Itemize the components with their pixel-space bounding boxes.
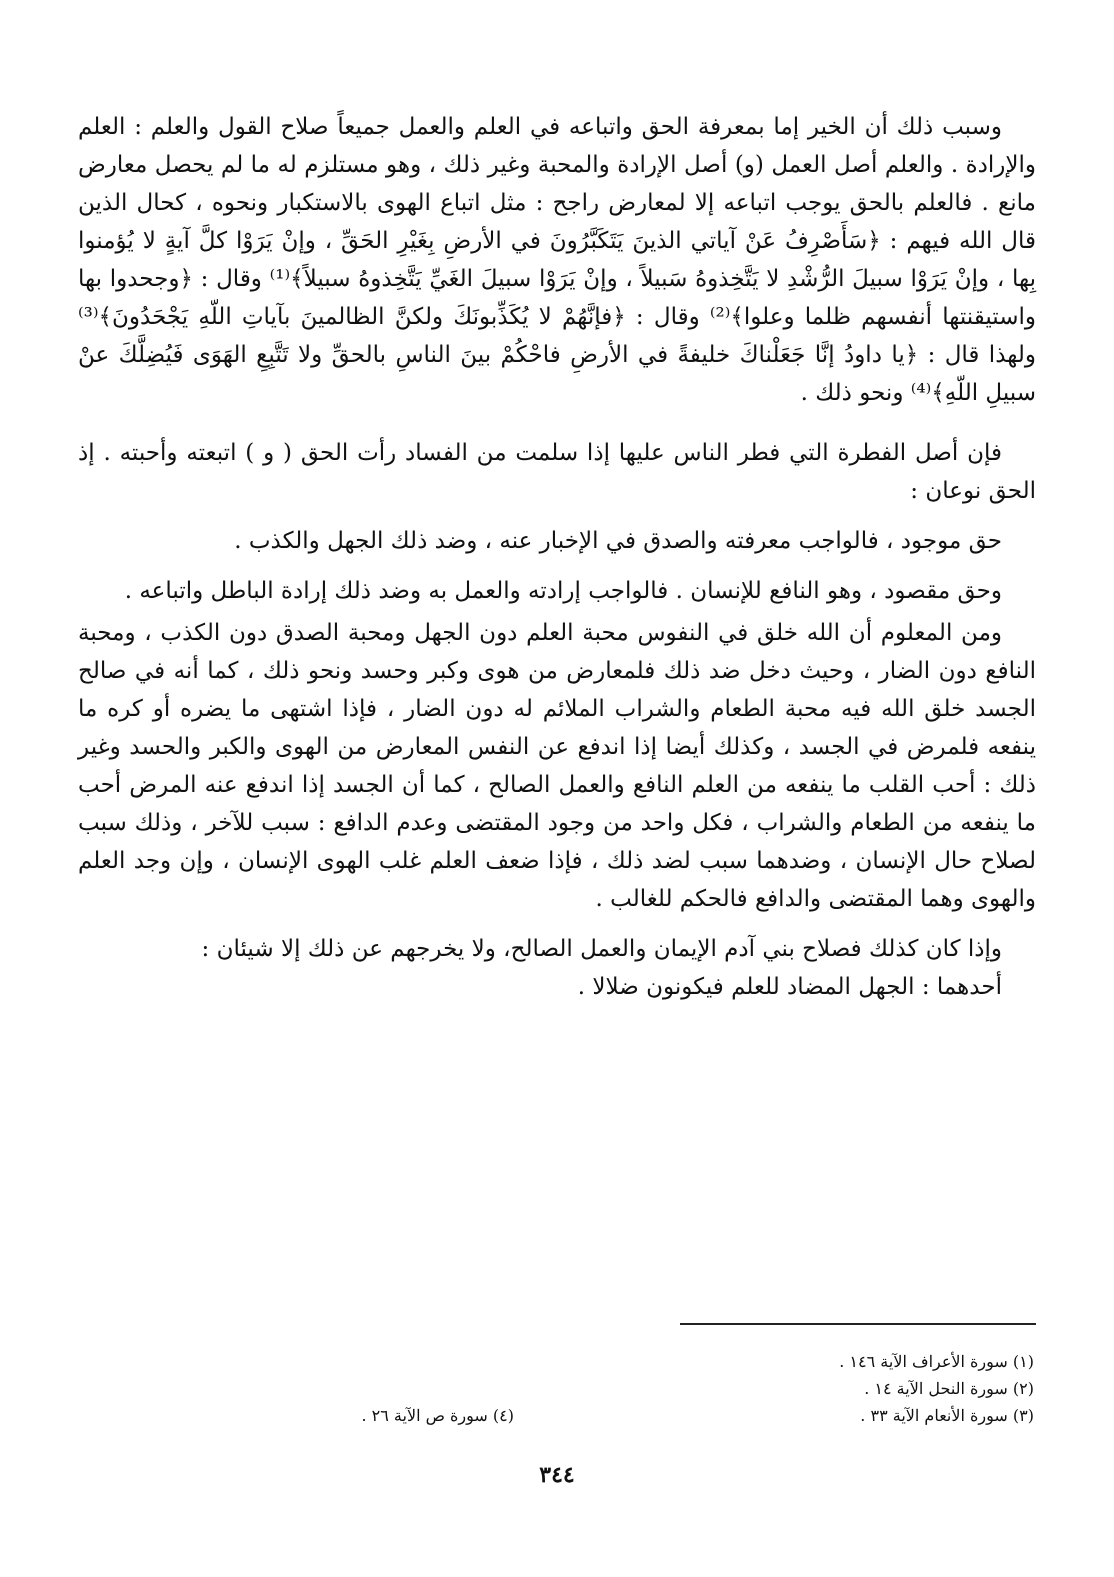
- page-number: ٣٤٤: [539, 1462, 575, 1488]
- footnote-1: (١) سورة الأعراف الآية ١٤٦ .: [839, 1352, 1034, 1371]
- paragraph-7: أحدهما : الجهل المضاد للعلم فيكونون ضلالا .: [577, 974, 1002, 1000]
- paragraph-3: حق موجود ، فالواجب معرفته والصدق في الإخبار عنه ، وضد ذلك الجهل والكذب .: [234, 528, 1002, 554]
- paragraph-6: وإذا كان كذلك فصلاح بني آدم الإيمان والعمل الصالح، ولا يخرجهم عن ذلك إلا شيئان :: [201, 936, 1002, 962]
- paragraph-2: فإن أصل الفطرة التي فطر الناس عليها إذا سلمت من الفساد رأت الحق ( و ) اتبعته وأحبته . إذ الحق نوعان :: [78, 440, 1036, 504]
- footnote-divider: [680, 1323, 1036, 1325]
- paragraph-5: ومن المعلوم أن الله خلق في النفوس محبة العلم دون الجهل ومحبة الصدق دون الكذب ، ومحبة النافع دون الضار ، وحيث دخل ضد ذلك فلمعارض من هوى وكبر وحسد ونحو ذلك ، كما أنه في صالح الجسد خلق الله فيه محبة الطعام والشراب الملائم له دون الضار ، فإذا اشتهى ما يضره أو كره ما ينفعه فلمرض في الجسد ، وكذلك أيضا إذا اندفع عن النفس المعارض من الهوى والكبر والحسد وغير ذلك : أحب القلب ما ينفعه من العلم النافع والعمل الصالح ، كما أن الجسد إذا اندفع عنه المرض أحب ما ينفعه من الطعام والشراب ، فكل واحد من وجود المقتضى وعدم الدافع : سبب للآخر ، وذلك سبب لصلاح حال الإنسان ، وضدهما سبب لضد ذلك ، فإذا ضعف العلم غلب الهوى الإنسان ، وإن وجد العلم والهوى وهما المقتضى والدافع فالحكم للغالب .: [78, 620, 1036, 912]
- paragraph-1: وسبب ذلك أن الخير إما بمعرفة الحق واتباعه في العلم والعمل جميعاً صلاح القول والعلم : العلم والإرادة . والعلم أصل العمل (و) أصل الإرادة والمحبة وغير ذلك ، وهو مستلزم له ما لم يحصل معارض مانع . فالعلم بالحق يوجب اتباعه إلا لمعارض راجح : مثل اتباع الهوى بالاستكبار ونحوه ، كحال الذين قال الله فيهم : ﴿سَأَصْرِفُ عَنْ آياتي الذينَ يَتَكَبَّرُونَ في الأرضِ بِغَيْرِ الحَقِّ ، وإنْ يَرَوْا كلَّ آيةٍ لا يُؤمنوا بِها ، وإنْ يَرَوْا سبيلَ الرُّشْدِ لا يَتَّخِذوهُ سَبيلاً ، وإنْ يَرَوْا سبيلَ الغَيِّ يَتَّخِذوهُ سبيلاً﴾⁽¹⁾ وقال : ﴿وجحدوا بها واستيقنتها أنفسهم ظلما وعلوا﴾⁽²⁾ وقال : ﴿فإنَّهُمْ لا يُكَذِّبونَكَ ولكنَّ الظالمينَ بآياتِ اللّهِ يَجْحَدُونَ﴾⁽³⁾ ولهذا قال : ﴿يا داودُ إنَّا جَعَلْناكَ خليفةً في الأرضِ فاحْكُمْ بينَ الناسِ بالحقِّ ولا تَتَّبِعِ الهَوَى فَيُضِلَّكَ عنْ سبيلِ اللّهِ﴾⁽⁴⁾ ونحو ذلك .: [78, 114, 1036, 406]
- paragraph-4: وحق مقصود ، وهو النافع للإنسان . فالواجب إرادته والعمل به وضد ذلك إرادة الباطل واتباعه .: [124, 578, 1002, 604]
- footnote-row: [80, 1375, 1034, 1402]
- footnote-4: (٤) سورة ص الآية ٢٦ .: [361, 1406, 514, 1425]
- footnote-row: [80, 1402, 1034, 1429]
- footnotes: [80, 1348, 1034, 1429]
- page-body: [78, 108, 1036, 1006]
- footnote-row: [80, 1348, 1034, 1375]
- footnote-2: (٢) سورة النحل الآية ١٤ .: [864, 1379, 1034, 1398]
- footnote-3: (٣) سورة الأنعام الآية ٣٣ .: [860, 1406, 1034, 1425]
